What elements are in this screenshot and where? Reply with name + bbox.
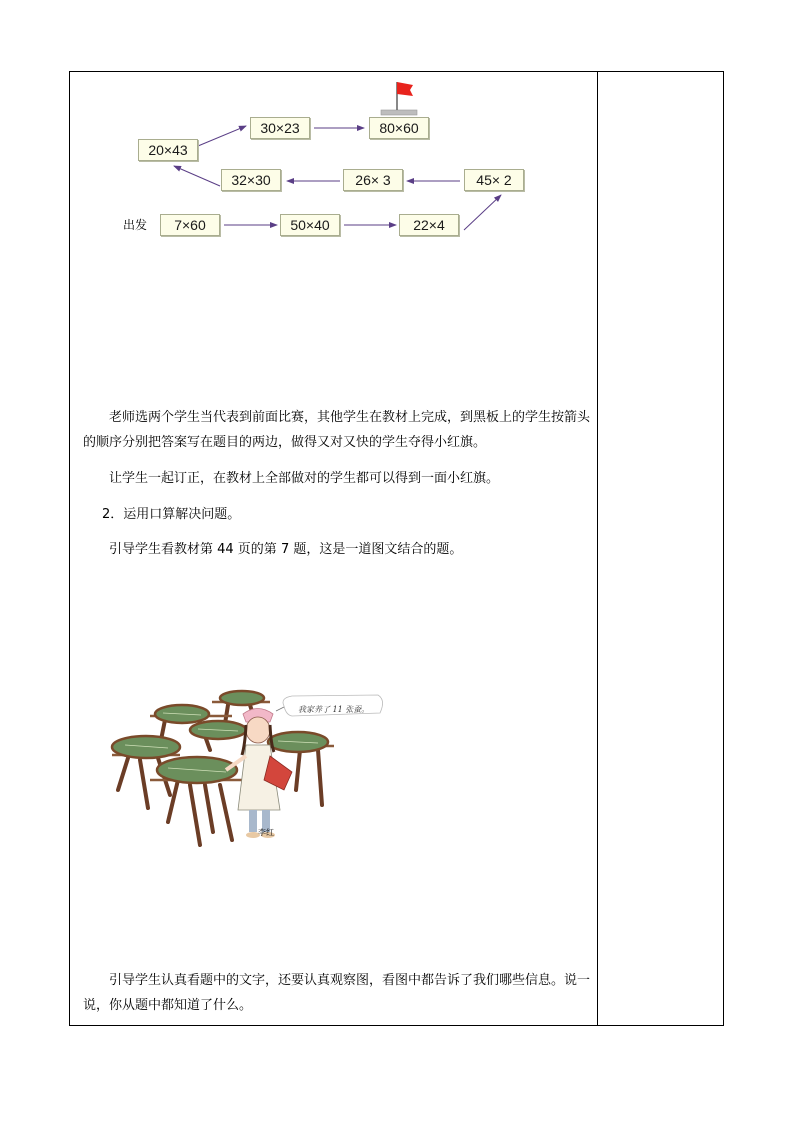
expr-box-22x4: 22×4 [399,214,459,236]
expr-box-45x2: 45× 2 [464,169,524,191]
arrow-20x43-to-30x23 [198,126,246,146]
expr-box-7x60: 7×60 [160,214,220,236]
paragraph-section-2-heading: 2．运用口算解决问题。 [102,507,241,522]
paragraph-textbook-guide: 引导学生看教材第 44 页的第 7 题，这是一道图文结合的题。 [109,542,463,557]
girl-name-caption: 李红 [258,828,274,837]
expr-box-32x30: 32×30 [221,169,281,191]
paragraph-observe-guide: 引导学生认真看题中的文字，还要认真观察图，看图中都告诉了我们哪些信息。说一说，你从题中都知道了什么。 [83,973,591,1013]
expr-box-30x23: 30×23 [250,117,310,139]
arrow-22x4-to-45x2 [464,195,501,230]
paragraph-correction: 让学生一起订正，在教材上全部做对的学生都可以得到一面小红旗。 [109,471,500,486]
red-flag-icon [381,82,417,115]
expr-box-20x43: 20×43 [138,139,198,161]
speech-bubble-text: 我家养了 11 张蚕。 [298,705,370,714]
paragraph-competition: 老师选两个学生当代表到前面比赛，其他学生在教材上完成，到黑板上的学生按箭头的顺序分别把答案写在题目的两边，做得又对又快的学生夺得小红旗。 [83,410,591,450]
expr-box-50x40: 50×40 [280,214,340,236]
start-label: 出发 [123,218,148,232]
expr-box-26x3: 26× 3 [343,169,403,191]
arrow-32x30-to-20x43 [174,166,220,186]
expr-box-80x60-goal: 80×60 [369,117,429,139]
